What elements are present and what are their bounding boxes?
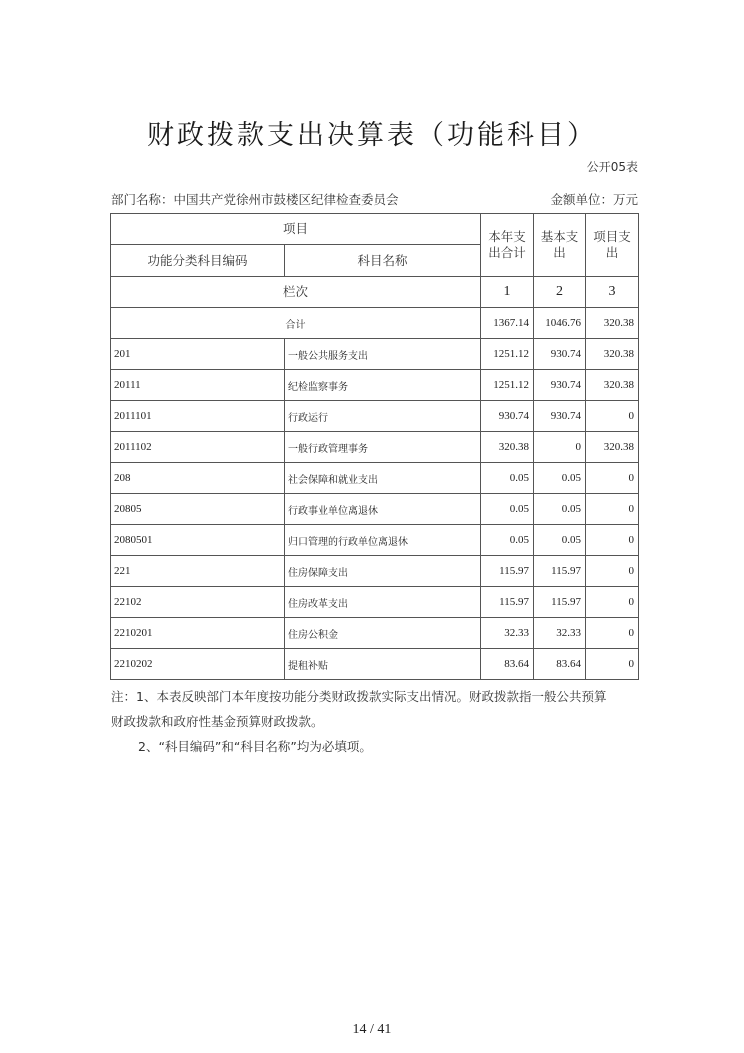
row-code: 221	[111, 556, 285, 587]
row-total: 32.33	[481, 618, 534, 649]
row-code: 2210201	[111, 618, 285, 649]
seq-3: 3	[586, 277, 639, 308]
row-code: 20805	[111, 494, 285, 525]
row-name: 住房公积金	[285, 618, 481, 649]
page-number: 14 / 41	[352, 1022, 392, 1037]
row-total: 83.64	[481, 649, 534, 680]
seq-label: 栏次	[111, 277, 481, 308]
row-basic: 930.74	[534, 401, 586, 432]
table-row	[111, 339, 639, 370]
page-title: 财政拨款支出决算表（功能科目）	[147, 120, 597, 151]
row-code: 208	[111, 463, 285, 494]
row-total: 0.05	[481, 525, 534, 556]
header-row-item	[111, 214, 639, 245]
row-basic: 930.74	[534, 339, 586, 370]
note-2: 2、“科目编码”和“科目名称”均为必填项。	[138, 739, 372, 754]
seq-1: 1	[481, 277, 534, 308]
expenditure-table	[110, 213, 639, 680]
row-total: 320.38	[481, 432, 534, 463]
row-project: 320.38	[586, 432, 639, 463]
table-row	[111, 401, 639, 432]
row-total: 930.74	[481, 401, 534, 432]
table-row	[111, 370, 639, 401]
total-value: 1367.14	[481, 308, 534, 339]
row-name: 一般行政管理事务	[285, 432, 481, 463]
department-name: 部门名称：中国共产党徐州市鼓楼区纪律检查委员会	[111, 192, 399, 207]
row-basic: 32.33	[534, 618, 586, 649]
row-project: 0	[586, 463, 639, 494]
row-code: 201	[111, 339, 285, 370]
row-code: 2011102	[111, 432, 285, 463]
total-basic: 1046.76	[534, 308, 586, 339]
table-row	[111, 432, 639, 463]
row-code: 20111	[111, 370, 285, 401]
row-basic: 930.74	[534, 370, 586, 401]
row-basic: 0.05	[534, 525, 586, 556]
row-name: 提租补贴	[285, 649, 481, 680]
row-basic: 115.97	[534, 556, 586, 587]
seq-row	[111, 277, 639, 308]
row-code: 2080501	[111, 525, 285, 556]
table-row	[111, 494, 639, 525]
row-basic: 0	[534, 432, 586, 463]
row-name: 住房改革支出	[285, 587, 481, 618]
total-row	[111, 308, 639, 339]
header-total: 本年支出合计	[481, 214, 534, 277]
table-row	[111, 525, 639, 556]
header-project: 项目支出	[586, 214, 639, 277]
row-basic: 0.05	[534, 494, 586, 525]
header-func-code: 功能分类科目编码	[111, 245, 285, 277]
row-code: 2011101	[111, 401, 285, 432]
row-total: 115.97	[481, 556, 534, 587]
row-name: 行政运行	[285, 401, 481, 432]
table-row	[111, 463, 639, 494]
header-basic: 基本支出	[534, 214, 586, 277]
table-row	[111, 618, 639, 649]
row-name: 一般公共服务支出	[285, 339, 481, 370]
row-code: 22102	[111, 587, 285, 618]
table-row	[111, 556, 639, 587]
row-code: 2210202	[111, 649, 285, 680]
row-name: 纪检监察事务	[285, 370, 481, 401]
row-total: 115.97	[481, 587, 534, 618]
row-project: 0	[586, 494, 639, 525]
header-item: 项目	[111, 214, 481, 245]
row-project: 320.38	[586, 370, 639, 401]
seq-2: 2	[534, 277, 586, 308]
amount-unit: 金额单位：万元	[550, 192, 638, 207]
table-row	[111, 587, 639, 618]
row-name: 社会保障和就业支出	[285, 463, 481, 494]
table-row	[111, 649, 639, 680]
row-project: 0	[586, 401, 639, 432]
note-1-line-2: 财政拨款和政府性基金预算财政拨款。	[111, 714, 324, 729]
row-name: 行政事业单位离退休	[285, 494, 481, 525]
row-total: 1251.12	[481, 339, 534, 370]
row-project: 0	[586, 649, 639, 680]
row-basic: 83.64	[534, 649, 586, 680]
row-name: 归口管理的行政单位离退休	[285, 525, 481, 556]
row-total: 0.05	[481, 494, 534, 525]
row-total: 1251.12	[481, 370, 534, 401]
total-label: 合计	[111, 308, 481, 339]
row-project: 320.38	[586, 339, 639, 370]
form-code: 公开05表	[586, 160, 638, 174]
row-project: 0	[586, 587, 639, 618]
row-basic: 0.05	[534, 463, 586, 494]
row-project: 0	[586, 525, 639, 556]
row-project: 0	[586, 556, 639, 587]
row-total: 0.05	[481, 463, 534, 494]
note-1	[111, 684, 641, 734]
row-name: 住房保障支出	[285, 556, 481, 587]
row-basic: 115.97	[534, 587, 586, 618]
total-project: 320.38	[586, 308, 639, 339]
row-project: 0	[586, 618, 639, 649]
header-subject-name: 科目名称	[285, 245, 481, 277]
note-1-line-1: 注：1、本表反映部门本年度按功能分类财政拨款实际支出情况。财政拨款指一般公共预算	[111, 689, 607, 704]
